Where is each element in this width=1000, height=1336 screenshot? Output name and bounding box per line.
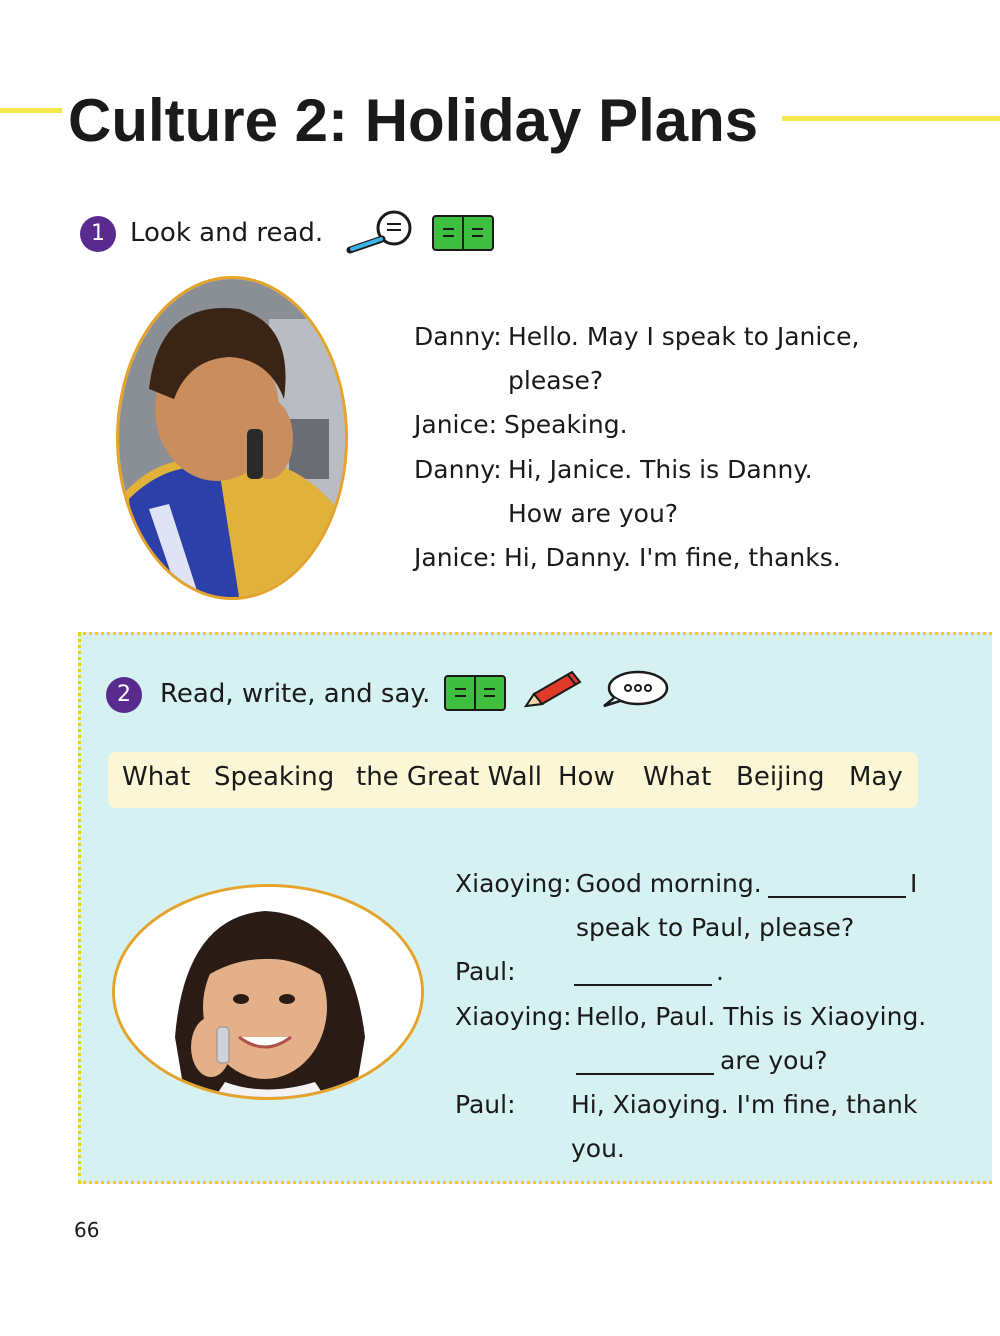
title-line-right: [782, 116, 1000, 121]
book-icon: [432, 215, 494, 251]
dialogue1-speaker-4: Danny:: [414, 455, 502, 484]
dialogue1-text-5: How are you?: [508, 499, 679, 528]
dialogue1-speaker-6: Janice:: [414, 543, 498, 572]
word-bank-item: the Great Wall: [356, 762, 543, 792]
dialogue2-speaker-4: Xiaoying:: [455, 1002, 572, 1031]
dialogue1-text-6: Hi, Danny. I'm fine, thanks.: [504, 543, 841, 572]
dialogue1-text-3: Speaking.: [504, 410, 628, 439]
dialogue2-speaker-3: Paul:: [455, 957, 516, 986]
dialogue2-text-2: speak to Paul, please?: [576, 913, 855, 942]
dialogue1-text-4: Hi, Janice. This is Danny.: [508, 455, 813, 484]
dialogue2-text-1: Good morning.: [576, 869, 762, 898]
answer-blank-2[interactable]: [574, 984, 712, 986]
answer-blank-1[interactable]: [768, 896, 906, 898]
dialogue2-text-5: are you?: [720, 1046, 828, 1075]
dialogue2-speaker-1: Xiaoying:: [455, 869, 572, 898]
dialogue2-end-3: .: [716, 957, 724, 986]
dialogue1-speaker-1: Danny:: [414, 322, 502, 351]
dialogue1-text-1: Hello. May I speak to Janice,: [508, 322, 860, 351]
magnifier-icon: [344, 208, 418, 256]
section2-label: Read, write, and say.: [160, 679, 431, 709]
section1-number: 1: [80, 216, 116, 252]
book-icon: [444, 675, 506, 711]
dialogue2-text-4: Hello, Paul. This is Xiaoying.: [576, 1002, 927, 1031]
pencil-icon: [522, 668, 584, 710]
word-bank-item: May: [849, 762, 903, 792]
dialogue2-text-6: Hi, Xiaoying. I'm fine, thank: [571, 1090, 918, 1119]
dialogue2-speaker-6: Paul:: [455, 1090, 516, 1119]
boy-on-phone-photo: [116, 276, 348, 600]
section1-label: Look and read.: [130, 218, 324, 248]
word-bank-item: How: [558, 762, 615, 792]
title-line-left: [0, 108, 62, 113]
speech-bubble-icon: [600, 668, 670, 710]
dialogue1-text-2: please?: [508, 366, 604, 395]
page-title: Culture 2: Holiday Plans: [68, 87, 759, 154]
answer-blank-3[interactable]: [576, 1073, 714, 1075]
page-number: 66: [74, 1218, 100, 1242]
section2-number: 2: [106, 677, 142, 713]
word-bank-item: Speaking: [214, 762, 335, 792]
girl-on-phone-photo: [112, 884, 424, 1100]
dialogue2-end-1: I: [910, 869, 918, 898]
dialogue2-text-7: you.: [571, 1134, 625, 1163]
word-bank-item: Beijing: [736, 762, 825, 792]
dialogue1-speaker-3: Janice:: [414, 410, 498, 439]
word-bank-item: What: [643, 762, 712, 792]
word-bank-item: What: [122, 762, 191, 792]
